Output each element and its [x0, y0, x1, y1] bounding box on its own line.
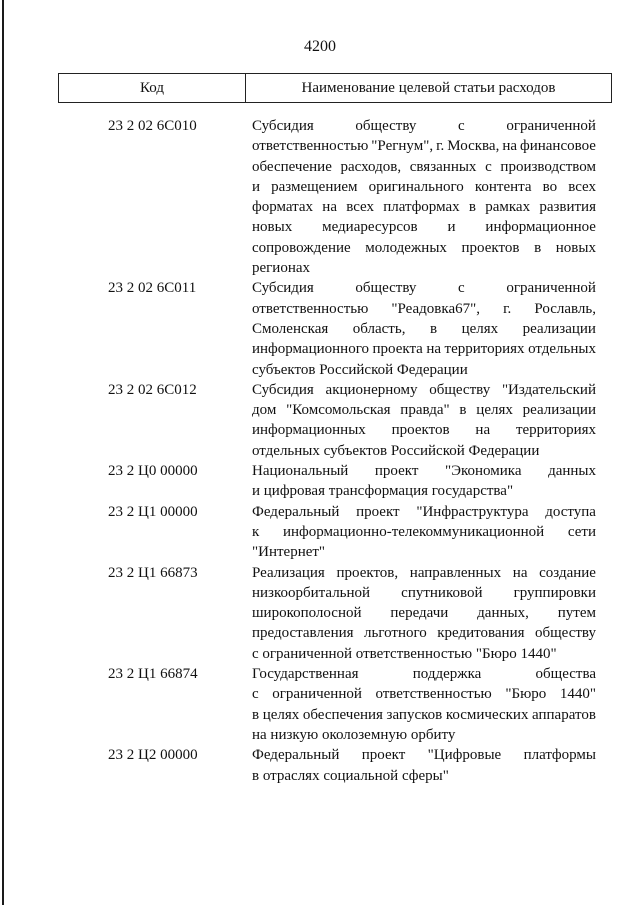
row-code: 23 2 02 6С011	[108, 280, 197, 297]
description-line: "Интернет"	[252, 544, 326, 561]
row-description	[252, 563, 596, 664]
description-line: низкоорбитальной спутниковой группировки	[252, 584, 596, 601]
description-line: информационного проекта на территориях отдельных	[252, 341, 596, 358]
page-number: 4200	[304, 38, 336, 55]
description-line: субъектов Российской Федерации	[252, 361, 468, 378]
row-description	[252, 461, 596, 502]
row-code: 23 2 02 6С012	[108, 381, 197, 398]
description-line: сопровождение молодежных проектов в новых	[252, 239, 596, 256]
description-line: Смоленская область, в целях реализации	[252, 320, 596, 337]
row-description	[252, 664, 596, 745]
table-header	[58, 73, 612, 103]
table-row	[0, 461, 640, 502]
row-code: 23 2 Ц1 66874	[108, 666, 198, 683]
row-description	[252, 278, 596, 379]
table-row	[0, 502, 640, 563]
description-line: Субсидия обществу с ограниченной	[252, 118, 596, 134]
description-line: предоставления льготного кредитования обществу	[252, 625, 596, 642]
description-line: и цифровая трансформация государства"	[252, 483, 514, 500]
description-line: дом "Комсомольская правда" в целях реализации	[252, 402, 596, 419]
description-line: к информационно-телекоммуникационной сети	[252, 523, 596, 540]
row-code: 23 2 02 6С010	[108, 118, 197, 134]
description-line: на низкую околоземную орбиту	[252, 726, 456, 743]
description-line: Субсидия акционерному обществу "Издательский	[252, 381, 596, 398]
table-row	[0, 116, 640, 278]
row-description	[252, 745, 596, 786]
description-line: широкополосной передачи данных, путем	[252, 605, 596, 622]
description-line: в целях обеспечения запусков космических аппаратов	[252, 706, 596, 723]
table-row	[0, 278, 640, 379]
row-code: 23 2 Ц1 66873	[108, 564, 198, 581]
description-line: и размещением оригинального контента во всех	[252, 178, 596, 195]
description-line: ответственностью "Регнум", г. Москва, на финансовое	[252, 138, 596, 155]
description-line: информационных проектов на территориях	[252, 422, 596, 439]
header-code: Код	[59, 74, 246, 102]
description-line: регионах	[252, 260, 311, 277]
table-row	[0, 563, 640, 664]
description-line: Реализация проектов, направленных на создание	[252, 564, 596, 581]
description-line: Субсидия обществу с ограниченной	[252, 280, 596, 297]
table-row	[0, 664, 640, 745]
header-name: Наименование целевой статьи расходов	[301, 79, 556, 96]
row-code: 23 2 Ц2 00000	[108, 747, 198, 764]
description-line: новых медиаресурсов и информационное	[252, 219, 596, 236]
row-description	[252, 116, 596, 278]
description-line: форматах на всех платформах в рамках развития	[252, 199, 596, 216]
table-body	[0, 116, 640, 786]
description-line: ответственностью "Реадовка67", г. Рославль,	[252, 300, 596, 317]
description-line: с ограниченной ответственностью "Бюро 1440"	[252, 645, 557, 662]
row-code: 23 2 Ц0 00000	[108, 463, 198, 480]
description-line: в отраслях социальной сферы"	[252, 767, 449, 784]
description-line: Государственная поддержка общества	[252, 666, 596, 683]
row-description	[252, 380, 596, 461]
row-description	[252, 502, 596, 563]
row-code: 23 2 Ц1 00000	[108, 503, 198, 520]
table-row	[0, 380, 640, 461]
description-line: Национальный проект "Экономика данных	[252, 463, 596, 480]
description-line: отдельных субъектов Российской Федерации	[252, 442, 540, 459]
description-line: Федеральный проект "Цифровые платформы	[252, 747, 596, 764]
table-row	[0, 745, 640, 786]
description-line: с ограниченной ответственностью "Бюро 1440"	[252, 686, 596, 703]
description-line: Федеральный проект "Инфраструктура доступа	[252, 503, 596, 520]
description-line: обеспечение расходов, связанных с производством	[252, 158, 596, 175]
